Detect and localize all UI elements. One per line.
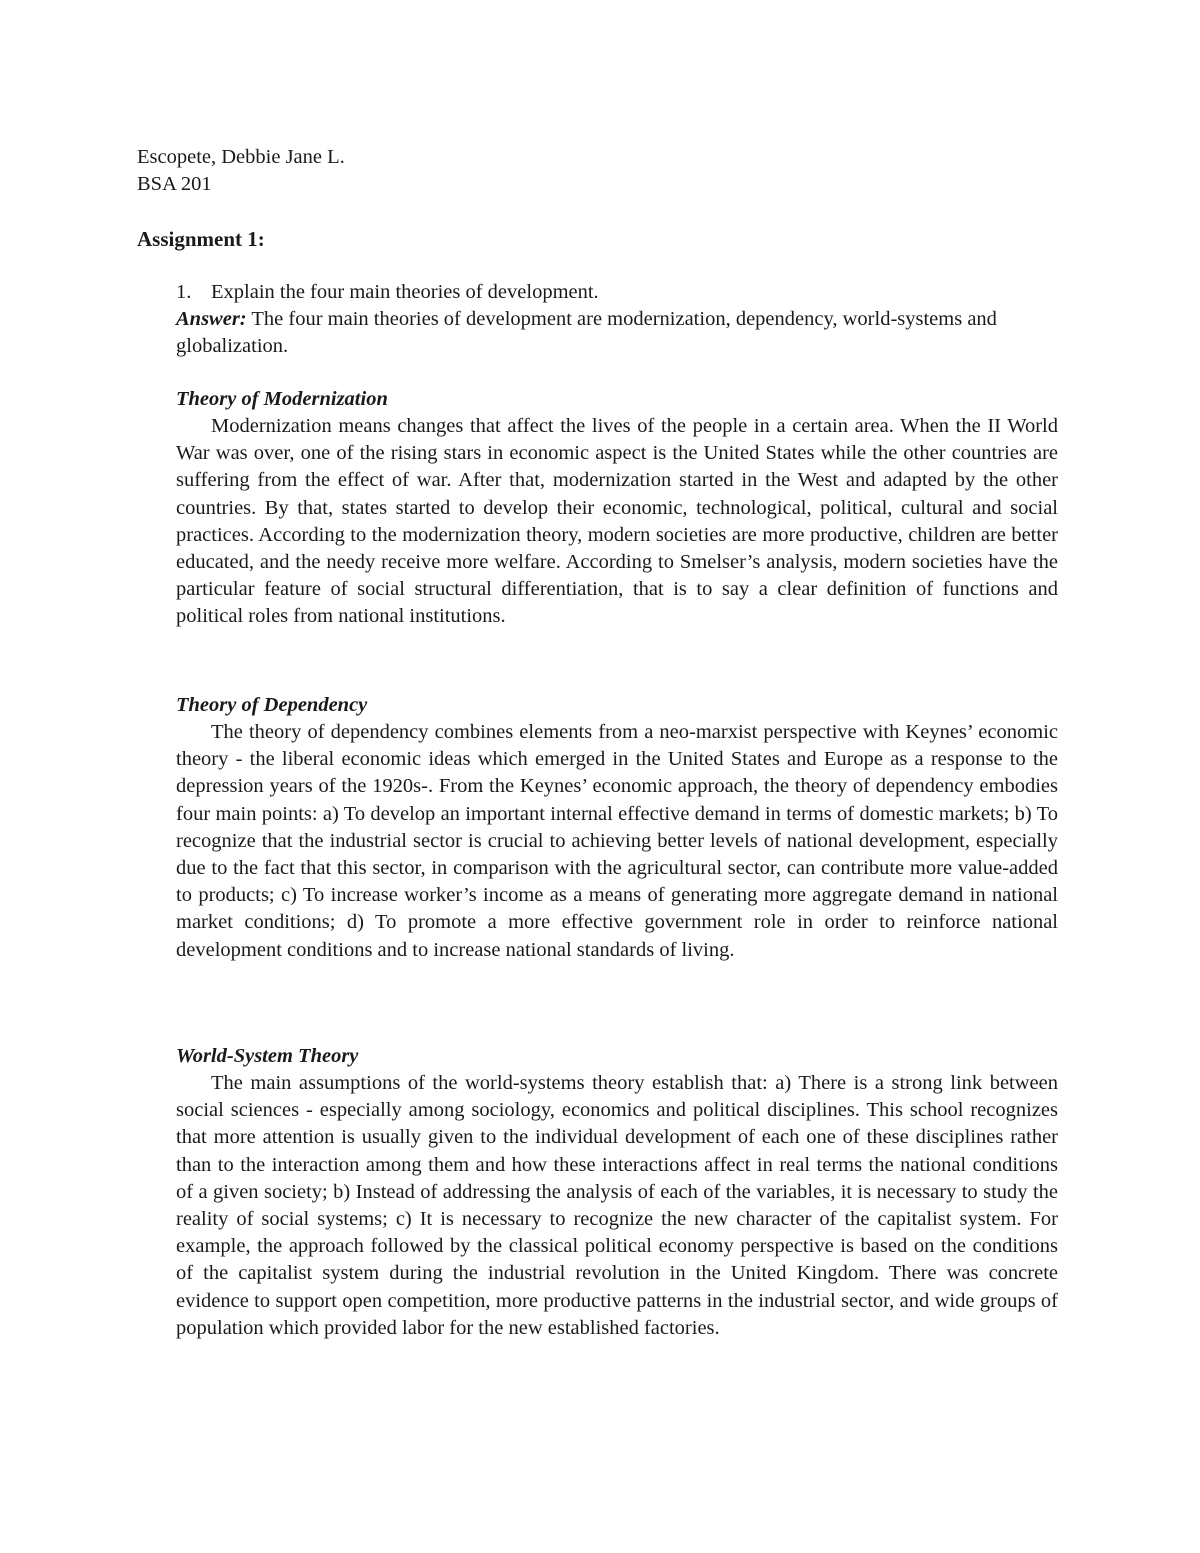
section-heading: Theory of Dependency — [176, 694, 368, 716]
section-world-system — [176, 1043, 1058, 1342]
question-number: 1. — [176, 281, 192, 303]
section-modernization — [176, 386, 1058, 631]
question-text: Explain the four main theories of development. — [211, 281, 599, 303]
section-body: Modernization means changes that affect the lives of the people in a certain area. When the II World War was over, one of the rising stars in economic aspect is the United States while the other countries are suffering from the effect of war. After that, modernization started in the West and adapted by the other countries. By that, states started to develop their economic, technological, political, cultural and social practices. According to the modernization theory, modern societies are more productive, children are better educated, and the needy receive more welfare. According to Smelser’s analysis, modern societies have the particular feature of social structural differentiation, that is to say a clear definition of functions and political roles from national institutions. — [176, 415, 1058, 628]
student-name: Escopete, Debbie Jane L. — [137, 146, 345, 168]
answer-label: Answer: — [176, 308, 247, 330]
section-heading: World-System Theory — [176, 1045, 359, 1067]
section-heading: Theory of Modernization — [176, 388, 388, 410]
section-body: The main assumptions of the world-systems theory establish that: a) There is a strong link between social sciences - especially among sociology, economics and political disciplines. This school recognizes that more attention is usually given to the individual development of each one of these disciplines rather than to the interaction among them and how these interactions affect in real terms the national conditions of a given society; b) Instead of addressing the analysis of each of the variables, it is necessary to study the reality of social systems; c) It is necessary to recognize the new character of the capitalist system. For example, the approach followed by the classical political economy perspective is based on the conditions of the capitalist system during the industrial revolution in the United Kingdom. There was concrete evidence to support open competition, more productive patterns in the industrial sector, and wide groups of population which provided labor for the new established factories. — [176, 1072, 1058, 1339]
course-code: BSA 201 — [137, 173, 212, 195]
answer-paragraph — [176, 306, 1026, 360]
section-body: The theory of dependency combines elements from a neo-marxist perspective with Keynes’ economic theory - the liberal economic ideas which emerged in the United States and Europe as a response to the depression years of the 1920s-. From the Keynes’ economic approach, the theory of dependency embodies four main points: a) To develop an important internal effective demand in terms of domestic markets; b) To recognize that the industrial sector is crucial to achieving better levels of national development, especially due to the fact that this sector, in comparison with the agricultural sector, can contribute more value-added to products; c) To increase worker’s income as a means of generating more aggregate demand in national market conditions; d) To promote a more effective government role in order to reinforce national development conditions and to increase national standards of living. — [176, 721, 1058, 961]
section-dependency — [176, 692, 1058, 964]
assignment-title: Assignment 1: — [137, 227, 265, 251]
answer-text: The four main theories of development are modernization, dependency, world-systems and globalization. — [176, 308, 997, 357]
